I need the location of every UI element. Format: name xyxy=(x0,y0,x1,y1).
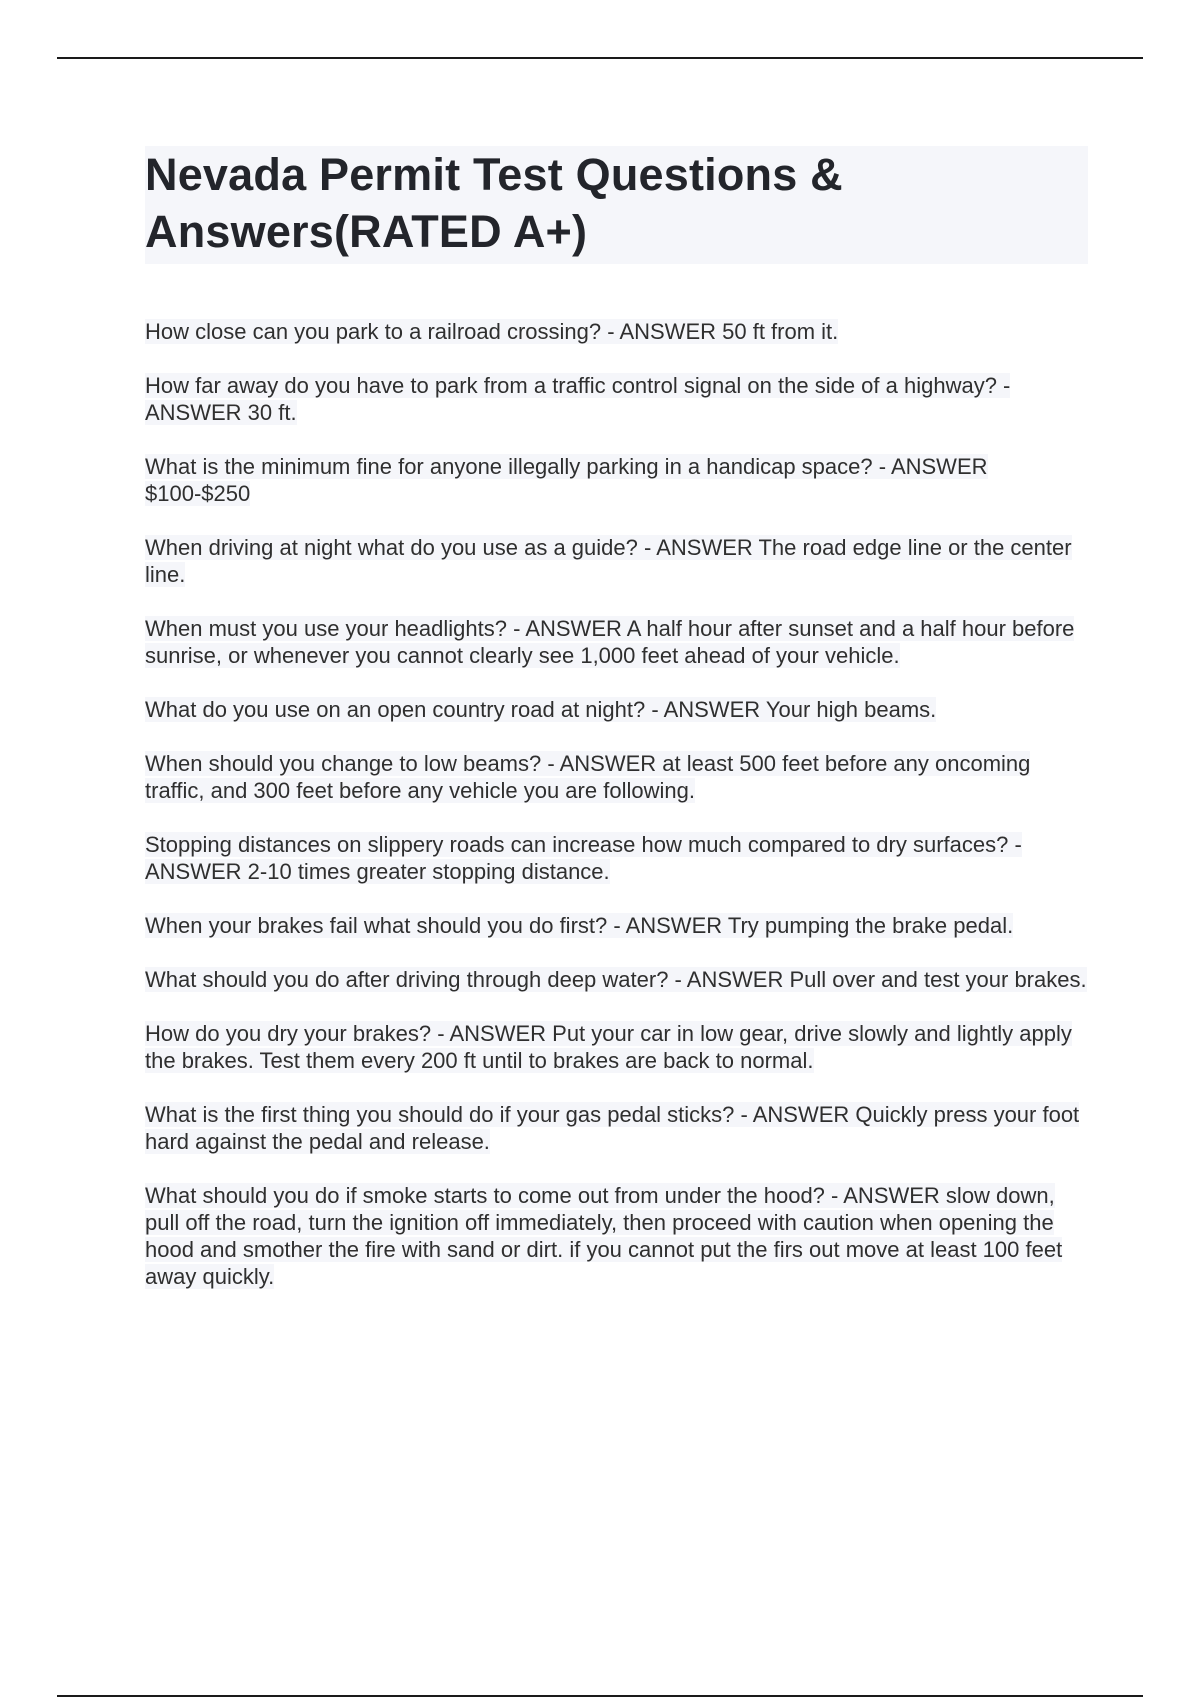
qa-text: When driving at night what do you use as a guide? - ANSWER The road edge line or the center line. xyxy=(145,535,1072,587)
qa-text: How do you dry your brakes? - ANSWER Put your car in low gear, drive slowly and lightly apply the brakes. Test them every 200 ft until to brakes are back to normal. xyxy=(145,1021,1072,1073)
qa-text: When should you change to low beams? - ANSWER at least 500 feet before any oncoming traffic, and 300 feet before any vehicle you are following. xyxy=(145,751,1031,803)
top-rule xyxy=(57,57,1143,59)
qa-text: What do you use on an open country road at night? - ANSWER Your high beams. xyxy=(145,697,937,722)
qa-item-7 xyxy=(145,750,1088,804)
qa-text: What is the first thing you should do if your gas pedal sticks? - ANSWER Quickly press your foot hard against the pedal and release. xyxy=(145,1102,1080,1154)
bottom-rule xyxy=(57,1695,1143,1697)
qa-text: What should you do after driving through deep water? - ANSWER Pull over and test your brakes. xyxy=(145,967,1087,992)
qa-item-11 xyxy=(145,1020,1088,1074)
document-title xyxy=(145,146,1082,260)
qa-item-5 xyxy=(145,615,1088,669)
qa-text: How close can you park to a railroad crossing? - ANSWER 50 ft from it. xyxy=(145,319,839,344)
qa-text: When your brakes fail what should you do first? - ANSWER Try pumping the brake pedal. xyxy=(145,913,1014,938)
qa-item-6 xyxy=(145,696,1088,723)
qa-item-10 xyxy=(145,966,1088,993)
qa-item-1 xyxy=(145,318,1088,345)
qa-item-9 xyxy=(145,912,1088,939)
document-body xyxy=(145,146,1088,1317)
qa-item-4 xyxy=(145,534,1088,588)
qa-text: When must you use your headlights? - ANSWER A half hour after sunset and a half hour before sunrise, or whenever you cannot clearly see 1,000 feet ahead of your vehicle. xyxy=(145,616,1075,668)
qa-item-12 xyxy=(145,1101,1088,1155)
title-block xyxy=(145,146,1088,264)
qa-text: Stopping distances on slippery roads can increase how much compared to dry surfaces? - ANSWER 2-10 times greater stopping distance. xyxy=(145,832,1022,884)
qa-item-2 xyxy=(145,372,1088,426)
qa-item-3 xyxy=(145,453,1088,507)
qa-text: What is the minimum fine for anyone illegally parking in a handicap space? - ANSWER $100-$250 xyxy=(145,454,988,506)
qa-text: How far away do you have to park from a traffic control signal on the side of a highway? - ANSWER 30 ft. xyxy=(145,373,1011,425)
qa-item-8 xyxy=(145,831,1088,885)
qa-text: What should you do if smoke starts to come out from under the hood? - ANSWER slow down, pull off the road, turn the ignition off immediately, then proceed with caution when opening the hood and smother the fire with sand or dirt. if you cannot put the firs out move at least 100 feet away quickly. xyxy=(145,1183,1063,1289)
title-line-1: Nevada Permit Test Questions & xyxy=(145,149,843,200)
qa-list xyxy=(145,318,1088,1290)
title-line-2: Answers(RATED A+) xyxy=(145,206,588,257)
qa-item-13 xyxy=(145,1182,1088,1290)
